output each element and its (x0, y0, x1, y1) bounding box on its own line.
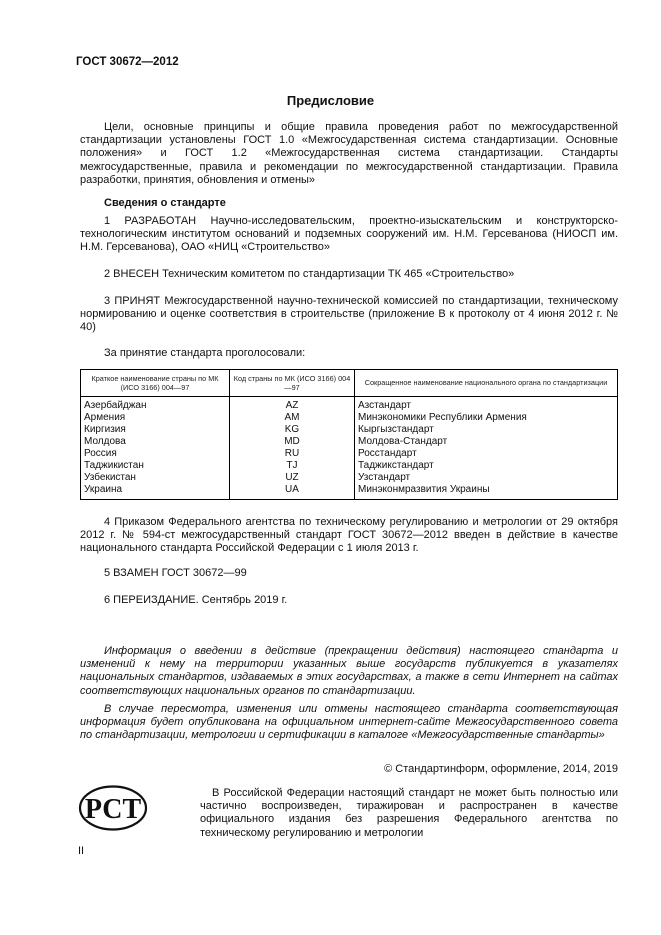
info-paragraph-introduction: Информация о введении в действие (прекращении действия) настоящего стандарта и изменений к нему на территории указанных выше государств публикуется в указателях национальных стандартов, издаваемых в этих государствах, а также в сети Интернет на сайтах соответствующих национальных органов по стандартизации. (80, 645, 618, 697)
preface-intro: Цели, основные принципы и общие правила проведения работ по межгосударственной стандартизации установлены ГОСТ 1.0 «Межгосударственная система стандартизации. Основные положения» и ГОСТ 1.2 «Межгосударственная система стандартизации. Стандарты межгосударственные, правила и рекомендации по межгосударственной стандартизации. Правила разработки, принятия, обновления и отмены» (80, 121, 618, 186)
code-cell: KG (230, 424, 355, 436)
header-code: Код страны по МК (ИСО 3166) 004—97 (230, 370, 355, 397)
table-row (81, 424, 618, 436)
table-row (81, 460, 618, 472)
item-introduced: 2 ВНЕСЕН Техническим комитетом по стандартизации ТК 465 «Строительство» (104, 268, 515, 280)
vote-intro: За принятие стандарта проголосовали: (104, 347, 306, 359)
item-adopted: 3 ПРИНЯТ Межгосударственной научно-технической комиссией по стандартизации, техническому нормированию и оценке соответствия в строительстве (приложение В к протоколу от 4 июня 2012 г. № 40) (80, 295, 618, 334)
code-cell: TJ (230, 460, 355, 472)
country-cell: Россия (81, 448, 230, 460)
table-row (81, 397, 618, 413)
organ-cell: Азстандарт (355, 397, 618, 413)
item-replaces: 5 ВЗАМЕН ГОСТ 30672—99 (104, 567, 247, 579)
country-cell: Молдова (81, 436, 230, 448)
header-organ: Сокращенное наименование национального органа по стандартизации (355, 370, 618, 397)
code-cell: UA (230, 484, 355, 500)
pst-logo (78, 784, 148, 837)
organ-cell: Минэконмразвития Украины (355, 484, 618, 500)
page-title: Предисловие (286, 93, 375, 108)
country-cell: Киргизия (81, 424, 230, 436)
table-row (81, 412, 618, 424)
info-paragraph-revision: В случае пересмотра, изменения или отмены настоящего стандарта соответствующая информация будет опубликована на официальном интернет-сайте Межгосударственного совета по стандартизации, метрологии и сертификации в каталоге «Межгосударственные стандарты» (80, 703, 618, 742)
organ-cell: Узстандарт (355, 472, 618, 484)
country-cell: Таджикистан (81, 460, 230, 472)
organ-cell: Молдова-Стандарт (355, 436, 618, 448)
organ-cell: Минэкономики Республики Армения (355, 412, 618, 424)
vote-table (80, 369, 618, 500)
country-cell: Азербайджан (81, 397, 230, 413)
country-cell: Украина (81, 484, 230, 500)
document-code: ГОСТ 30672—2012 (76, 56, 179, 68)
organ-cell: Таджикстандарт (355, 460, 618, 472)
item-developed: 1 РАЗРАБОТАН Научно-исследовательским, проектно-изыскательским и конструкторско-технологическим институтом оснований и подземных сооружений им. Н.М. Герсеванова (НИОСП им. Н.М. Герсеванова), ОАО «НИЦ «Строительство» (80, 215, 618, 254)
vote-table-header (81, 370, 618, 397)
country-cell: Узбекистан (81, 472, 230, 484)
logo-text: РСТ (84, 794, 142, 825)
page-number: II (78, 845, 85, 857)
item-reissue: 6 ПЕРЕИЗДАНИЕ. Сентябрь 2019 г. (104, 594, 288, 606)
organ-cell: Росстандарт (355, 448, 618, 460)
section-title: Сведения о стандарте (104, 197, 226, 209)
code-cell: MD (230, 436, 355, 448)
item-order: 4 Приказом Федерального агентства по техническому регулированию и метрологии от 29 октября 2012 г. № 594-ст межгосударственный стандарт ГОСТ 30672—2012 введен в действие в качестве национального стандарта Российской Федерации с 1 июля 2013 г. (80, 516, 618, 555)
country-cell: Армения (81, 412, 230, 424)
table-row (81, 484, 618, 500)
code-cell: RU (230, 448, 355, 460)
header-country: Краткое наименование страны по МК (ИСО 3166) 004—97 (81, 370, 230, 397)
code-cell: AM (230, 412, 355, 424)
organ-cell: Кыргызстандарт (355, 424, 618, 436)
code-cell: AZ (230, 397, 355, 413)
table-row (81, 448, 618, 460)
table-row (81, 472, 618, 484)
table-row (81, 436, 618, 448)
code-cell: UZ (230, 472, 355, 484)
copyright: © Стандартинформ, оформление, 2014, 2019 (384, 763, 618, 775)
reproduction-notice: В Российской Федерации настоящий стандарт не может быть полностью или частично воспроизведен, тиражирован и распространен в качестве официального издания без разрешения Федерального агентства по техническому регулированию и метрологии (200, 787, 618, 839)
